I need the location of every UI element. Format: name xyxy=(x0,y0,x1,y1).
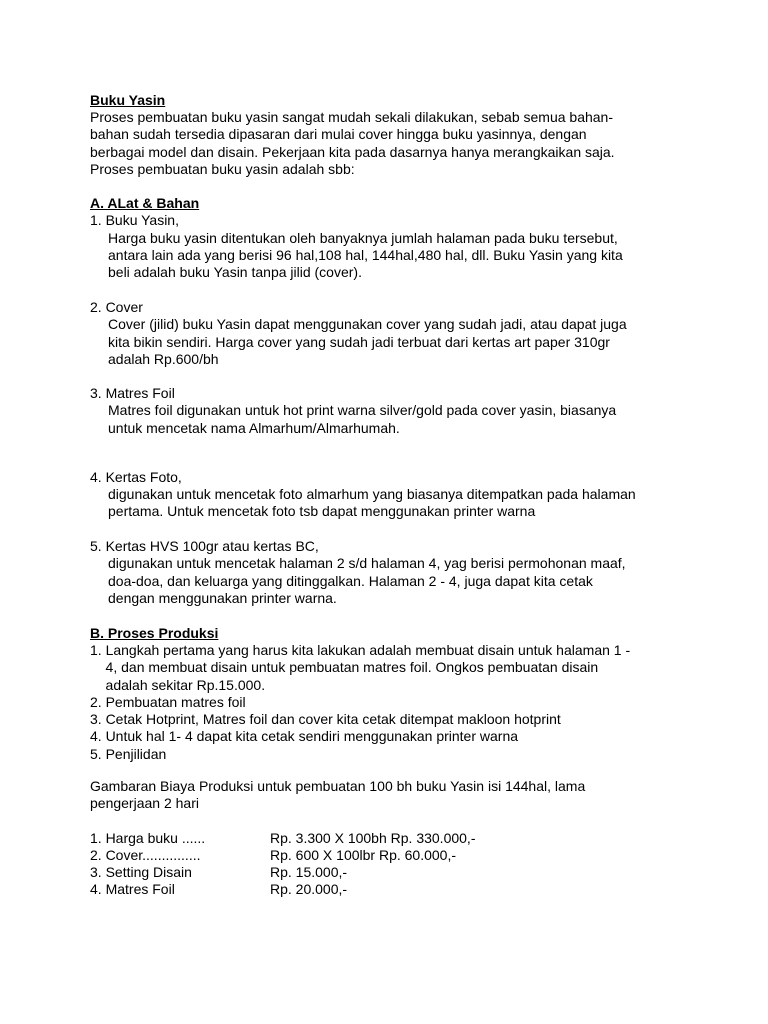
item-desc: beli adalah buku Yasin tanpa jilid (cover). xyxy=(108,264,362,280)
process-line: 1. Langkah pertama yang harus kita lakukan adalah membuat disain untuk halaman 1 - xyxy=(90,642,631,658)
cost-value: Rp. 20.000,- xyxy=(270,881,348,897)
intro-line: Proses pembuatan buku yasin adalah sbb: xyxy=(90,161,355,177)
cost-label: 3. Setting Disain xyxy=(90,864,192,880)
item-title: 2. Cover xyxy=(90,299,143,315)
item-desc: doa-doa, dan keluarga yang ditinggalkan. Halaman 2 - 4, juga dapat kita cetak xyxy=(108,573,593,589)
cost-label: 2. Cover............... xyxy=(90,847,201,863)
process-line: adalah sekitar Rp.15.000. xyxy=(90,677,266,693)
item-title: 1. Buku Yasin, xyxy=(90,212,179,228)
item-desc: digunakan untuk mencetak foto almarhum yang biasanya ditempatkan pada halaman xyxy=(108,486,636,502)
cost-label: 4. Matres Foil xyxy=(90,881,175,897)
item-desc: digunakan untuk mencetak halaman 2 s/d halaman 4, yag berisi permohonan maaf, xyxy=(108,555,626,571)
process-line: 5. Penjilidan xyxy=(90,746,167,762)
item-title: 5. Kertas HVS 100gr atau kertas BC, xyxy=(90,538,319,554)
cost-value: Rp. 15.000,- xyxy=(270,864,348,880)
intro-line: Proses pembuatan buku yasin sangat mudah sekali dilakukan, sebab semua bahan- xyxy=(90,109,613,125)
cost-intro-line: pengerjaan 2 hari xyxy=(90,795,199,811)
item-desc: adalah Rp.600/bh xyxy=(108,351,219,367)
cost-intro-line: Gambaran Biaya Produksi untuk pembuatan 100 bh buku Yasin isi 144hal, lama xyxy=(90,778,586,794)
item-desc: antara lain ada yang berisi 96 hal,108 hal, 144hal,480 hal, dll. Buku Yasin yang kita xyxy=(108,247,623,263)
cost-value: Rp. 600 X 100lbr Rp. 60.000,- xyxy=(270,847,457,863)
section-b-heading: B. Proses Produksi xyxy=(90,625,219,641)
item-desc: untuk mencetak nama Almarhum/Almarhumah. xyxy=(108,420,400,436)
item-desc: kita bikin sendiri. Harga cover yang sudah jadi terbuat dari kertas art paper 310gr xyxy=(108,334,610,350)
item-desc: Cover (jilid) buku Yasin dapat menggunakan cover yang sudah jadi, atau dapat juga xyxy=(108,316,627,332)
cost-label: 1. Harga buku ...... xyxy=(90,830,206,846)
item-desc: Harga buku yasin ditentukan oleh banyaknya jumlah halaman pada buku tersebut, xyxy=(108,230,618,246)
item-title: 3. Matres Foil xyxy=(90,385,175,401)
process-line: 3. Cetak Hotprint, Matres foil dan cover kita cetak ditempat makloon hotprint xyxy=(90,711,561,727)
process-line: 4. Untuk hal 1- 4 dapat kita cetak sendiri menggunakan printer warna xyxy=(90,728,519,744)
document-title: Buku Yasin xyxy=(90,92,166,108)
item-title: 4. Kertas Foto, xyxy=(90,469,182,485)
intro-line: berbagai model dan disain. Pekerjaan kita pada dasarnya hanya merangkaikan saja. xyxy=(90,144,615,160)
process-line: 4, dan membuat disain untuk pembuatan matres foil. Ongkos pembuatan disain xyxy=(90,659,599,675)
cost-value: Rp. 3.300 X 100bh Rp. 330.000,- xyxy=(270,830,476,846)
item-desc: Matres foil digunakan untuk hot print warna silver/gold pada cover yasin, biasanya xyxy=(108,402,617,418)
section-a-heading: A. ALat & Bahan xyxy=(90,195,200,211)
item-desc: pertama. Untuk mencetak foto tsb dapat menggunakan printer warna xyxy=(108,503,536,519)
process-line: 2. Pembuatan matres foil xyxy=(90,694,246,710)
item-desc: dengan menggunakan printer warna. xyxy=(108,590,337,606)
intro-line: bahan sudah tersedia dipasaran dari mulai cover hingga buku yasinnya, dengan xyxy=(90,126,587,142)
